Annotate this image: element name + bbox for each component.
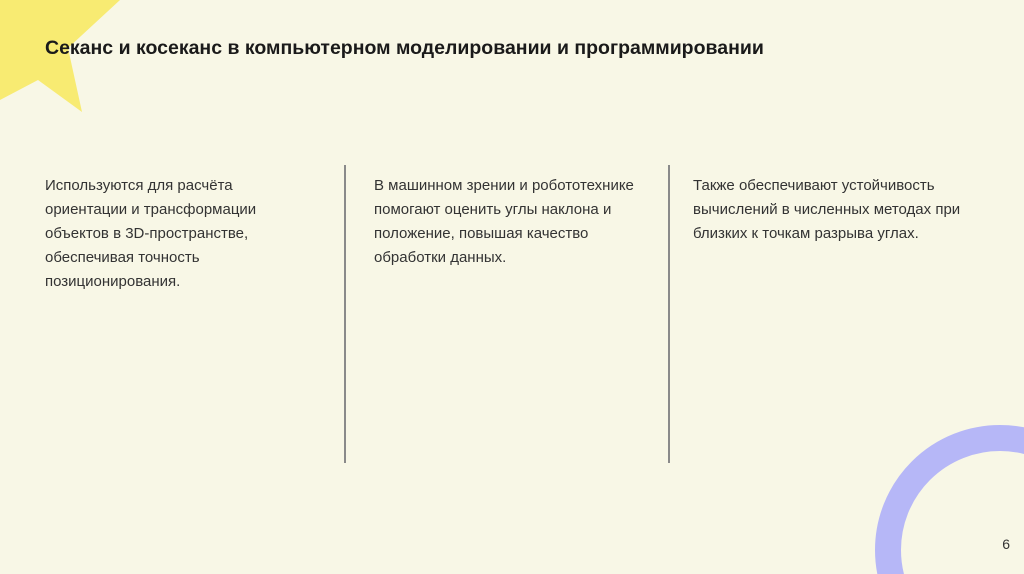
column-divider-2 (668, 165, 670, 463)
column-text-2: В машинном зрении и робототехнике помогают оценить углы наклона и положение, повышая качество обработки данных. (374, 177, 634, 266)
column-text-3: Также обеспечивают устойчивость вычислений в численных методах при близких к точкам разрыва углах. (693, 177, 961, 242)
page-number: 6 (1002, 536, 1010, 552)
slide-title: Секанс и косеканс в компьютерном моделировании и программировании (45, 37, 764, 59)
column-divider-1 (344, 165, 346, 463)
column-text-1: Используются для расчёта ориентации и трансформации объектов в 3D-пространстве, обеспечивая точность позиционирования. (45, 177, 257, 290)
